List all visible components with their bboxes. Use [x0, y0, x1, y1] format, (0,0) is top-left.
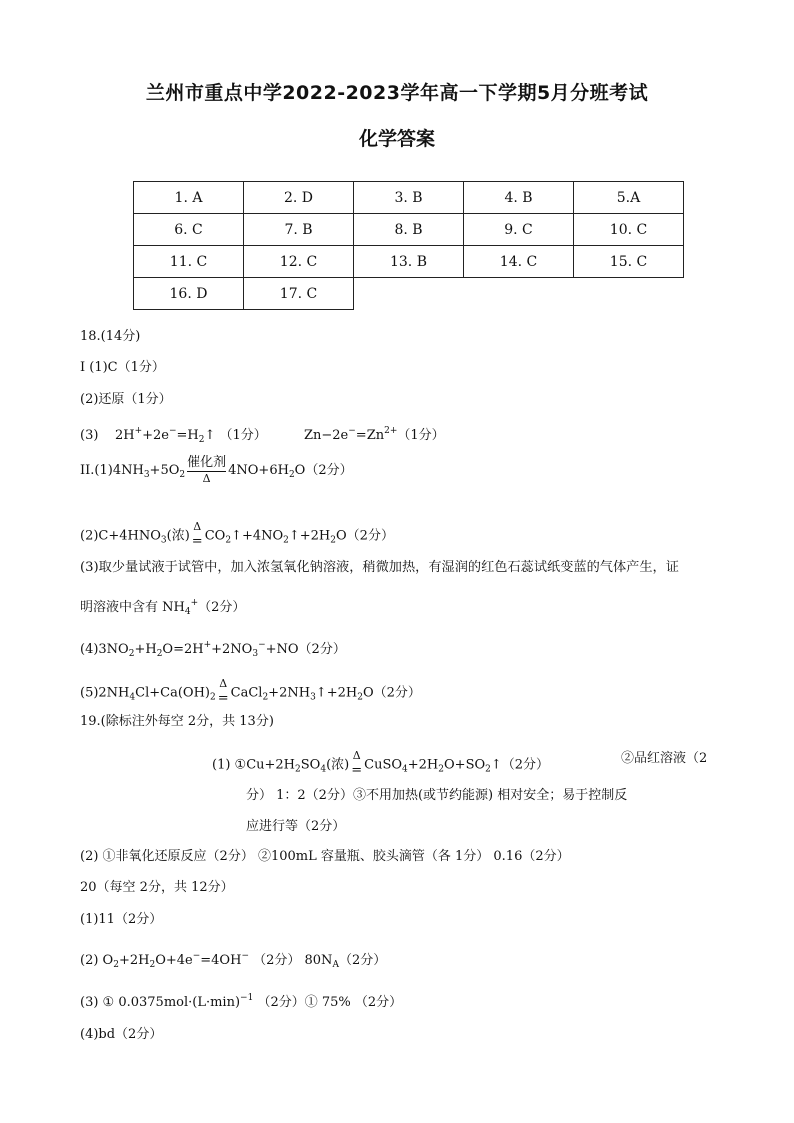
eq-text: ↑（2分）	[490, 757, 550, 773]
eq-sign: =	[351, 763, 363, 778]
eq-text: ↑ （1分）	[204, 428, 267, 443]
eq-text: =Zn	[355, 428, 385, 443]
eq-sub: 2	[288, 470, 295, 480]
answer-cell: 4. B	[464, 182, 574, 214]
eq-text: (1) ①Cu+2H	[212, 757, 296, 773]
eq-sub: 2	[357, 692, 363, 703]
eq-sub: 2	[295, 764, 301, 775]
page-subtitle: 化学答案	[358, 128, 435, 150]
eq-text: （2分） 80N	[248, 953, 333, 968]
eq-sub: 2	[262, 692, 269, 703]
eq-text: +NO（2分）	[265, 642, 346, 657]
eq-sub: 2	[209, 692, 216, 703]
eq-sup: +	[190, 598, 199, 608]
eq-sub: 2	[198, 435, 205, 445]
q20-line4: (4)bd（2分）	[80, 1027, 163, 1042]
eq-text: +5O	[149, 463, 180, 478]
eq-sup: −	[258, 640, 266, 650]
eq-text: Cl+Ca(OH)	[135, 685, 210, 701]
answer-cell: 16. D	[134, 278, 244, 310]
table-row	[134, 214, 684, 246]
eq-sup: +	[203, 640, 212, 650]
q19-line2: 分） 1：2（2分）③不用加热(或节约能源) 相对安全；易于控制反	[246, 788, 628, 803]
answer-cell: 15. C	[574, 246, 684, 278]
answer-cell: 9. C	[464, 214, 574, 246]
q18-i-3-label: (3)	[80, 428, 99, 443]
eq-sub: 3	[252, 649, 259, 659]
eq-sup: 2+	[384, 426, 398, 436]
answer-cell: 7. B	[244, 214, 354, 246]
answer-cell: 1. A	[134, 182, 244, 214]
eq-text: II.(1)4NH	[80, 463, 144, 478]
q18-ii-5	[80, 678, 421, 708]
eq-text: ↑+2H	[288, 528, 331, 544]
eq-sub: 2	[283, 535, 289, 546]
eq-text: 4NO+6H	[228, 463, 289, 478]
eq-text: O（2分）	[294, 463, 353, 478]
eq-text: 明溶液中含有 NH	[80, 600, 185, 615]
condition-heat: Δ	[202, 472, 211, 485]
q19-line3: 应进行等（2分）	[246, 819, 346, 834]
eq-text: O+SO	[444, 757, 486, 773]
eq-text: ↑+2H	[315, 685, 358, 701]
answer-cell: 12. C	[244, 246, 354, 278]
eq-sign: =	[217, 691, 229, 706]
q18-i-3	[80, 422, 445, 449]
q18-ii-1	[80, 456, 353, 485]
eq-text: (3) ① 0.0375mol·(L·min)	[80, 995, 241, 1010]
q18-heading: 18.(14分)	[80, 329, 141, 344]
eq-sub: 3	[143, 470, 150, 480]
eq-text: +2e	[142, 428, 169, 443]
eq-sub: 2	[128, 649, 135, 659]
q18-i-2: (2)还原（1分）	[80, 392, 172, 407]
eq-text: SO	[300, 757, 321, 773]
eq-sign: =	[191, 534, 203, 549]
eq-text: (5)2NH	[80, 685, 130, 701]
eq-text: 2H	[114, 428, 135, 443]
eq-sub: 2	[113, 960, 119, 970]
eq-sub: A	[332, 960, 339, 970]
eq-text: (4)3NO	[80, 642, 129, 657]
answer-cell: 13. B	[354, 246, 464, 278]
table-row	[134, 182, 684, 214]
eq-sub: 4	[184, 607, 191, 617]
reaction-condition	[187, 456, 226, 485]
eq-sup: −	[168, 426, 177, 436]
eq-text: CuSO	[364, 757, 403, 773]
eq-sup: −	[348, 426, 356, 436]
eq-sup: −1	[240, 993, 254, 1003]
empty-cell	[464, 278, 574, 310]
eq-text: O=2H	[162, 642, 204, 657]
q19-line4: (2) ①非氧化还原反应（2分） ②100mL 容量瓶、胶头滴管（各 1分） 0.16（2分）	[80, 849, 570, 864]
q20-line3	[80, 989, 402, 1012]
eq-sub: 2	[149, 960, 156, 970]
condition-heat: Δ	[219, 677, 228, 690]
reaction-condition	[192, 521, 203, 551]
answer-cell: 11. C	[134, 246, 244, 278]
eq-sub: 2	[330, 535, 337, 546]
q18-i-1: I (1)C（1分）	[80, 360, 165, 375]
q18-ii-4	[80, 636, 346, 663]
answer-cell: 3. B	[354, 182, 464, 214]
eq-sub: 3	[160, 535, 167, 546]
eq-text: +H	[134, 642, 157, 657]
reaction-condition	[218, 678, 229, 708]
eq-sub: 2	[179, 470, 186, 480]
eq-sup: −	[241, 951, 249, 961]
q20-line2	[80, 947, 386, 974]
q19-line1-b: ②品红溶液（2	[621, 751, 708, 766]
answer-cell: 8. B	[354, 214, 464, 246]
eq-text: (2)C+4HNO	[80, 528, 161, 544]
empty-cell	[354, 278, 464, 310]
eq-text: ↑+4NO	[231, 528, 284, 544]
eq-text: =4OH	[200, 953, 242, 968]
answer-cell: 10. C	[574, 214, 684, 246]
eq-text: CaCl	[230, 685, 263, 701]
reaction-condition	[351, 750, 362, 780]
eq-text: (浓)	[326, 757, 350, 773]
condition-catalyst: 催化剂	[187, 455, 227, 470]
table-row	[134, 278, 684, 310]
q19-heading: 19.(除标注外每空 2分，共 13分)	[80, 714, 274, 729]
eq-text: Zn−2e	[303, 428, 349, 443]
eq-text: （2分）① 75% （2分）	[253, 995, 403, 1010]
answer-cell: 17. C	[244, 278, 354, 310]
eq-text: (2) O	[80, 953, 114, 968]
eq-sub: 3	[310, 692, 316, 703]
eq-sub: 4	[320, 764, 327, 775]
eq-sub: 2	[156, 649, 163, 659]
table-row	[134, 246, 684, 278]
answer-cell: 5.A	[574, 182, 684, 214]
eq-sub: 2	[225, 535, 232, 546]
eq-text: （2分）	[198, 600, 246, 615]
answer-cell: 2. D	[244, 182, 354, 214]
eq-sub: 2	[438, 764, 445, 775]
eq-sub: 2	[485, 764, 491, 775]
q20-line1: (1)11（2分）	[80, 912, 163, 927]
eq-text: （1分）	[397, 428, 445, 443]
eq-text: +2NO	[211, 642, 253, 657]
q18-ii-3-line1: (3)取少量试液于试管中，加入浓氢氧化钠溶液，稍微加热，有湿润的红色石蕊试纸变蓝的气体产生，证	[80, 560, 679, 575]
empty-cell	[574, 278, 684, 310]
eq-text: (浓)	[166, 528, 190, 544]
eq-text: O（2分）	[336, 528, 394, 544]
q20-heading: 20（每空 2分，共 12分）	[80, 880, 234, 895]
condition-heat: Δ	[352, 749, 361, 762]
answer-cell: 6. C	[134, 214, 244, 246]
eq-sub: 4	[129, 692, 136, 703]
eq-text: +2H	[407, 757, 439, 773]
condition-heat: Δ	[193, 520, 202, 533]
eq-text: O（2分）	[362, 685, 421, 701]
eq-text: CO	[204, 528, 226, 544]
answer-table	[133, 181, 684, 310]
eq-sup: +	[134, 426, 143, 436]
eq-text: +2NH	[268, 685, 311, 701]
q18-ii-3-line2	[80, 594, 245, 621]
eq-text: +2H	[118, 953, 150, 968]
eq-sup: −	[192, 951, 201, 961]
q19-line1	[212, 750, 549, 780]
answer-cell: 14. C	[464, 246, 574, 278]
page-title: 兰州市重点中学2022-2023学年高一下学期5月分班考试	[145, 82, 649, 104]
q18-ii-2	[80, 521, 394, 551]
eq-text: （2分）	[338, 953, 387, 968]
eq-text: =H	[176, 428, 199, 443]
eq-text: O+4e	[155, 953, 193, 968]
eq-sub: 4	[402, 764, 408, 775]
